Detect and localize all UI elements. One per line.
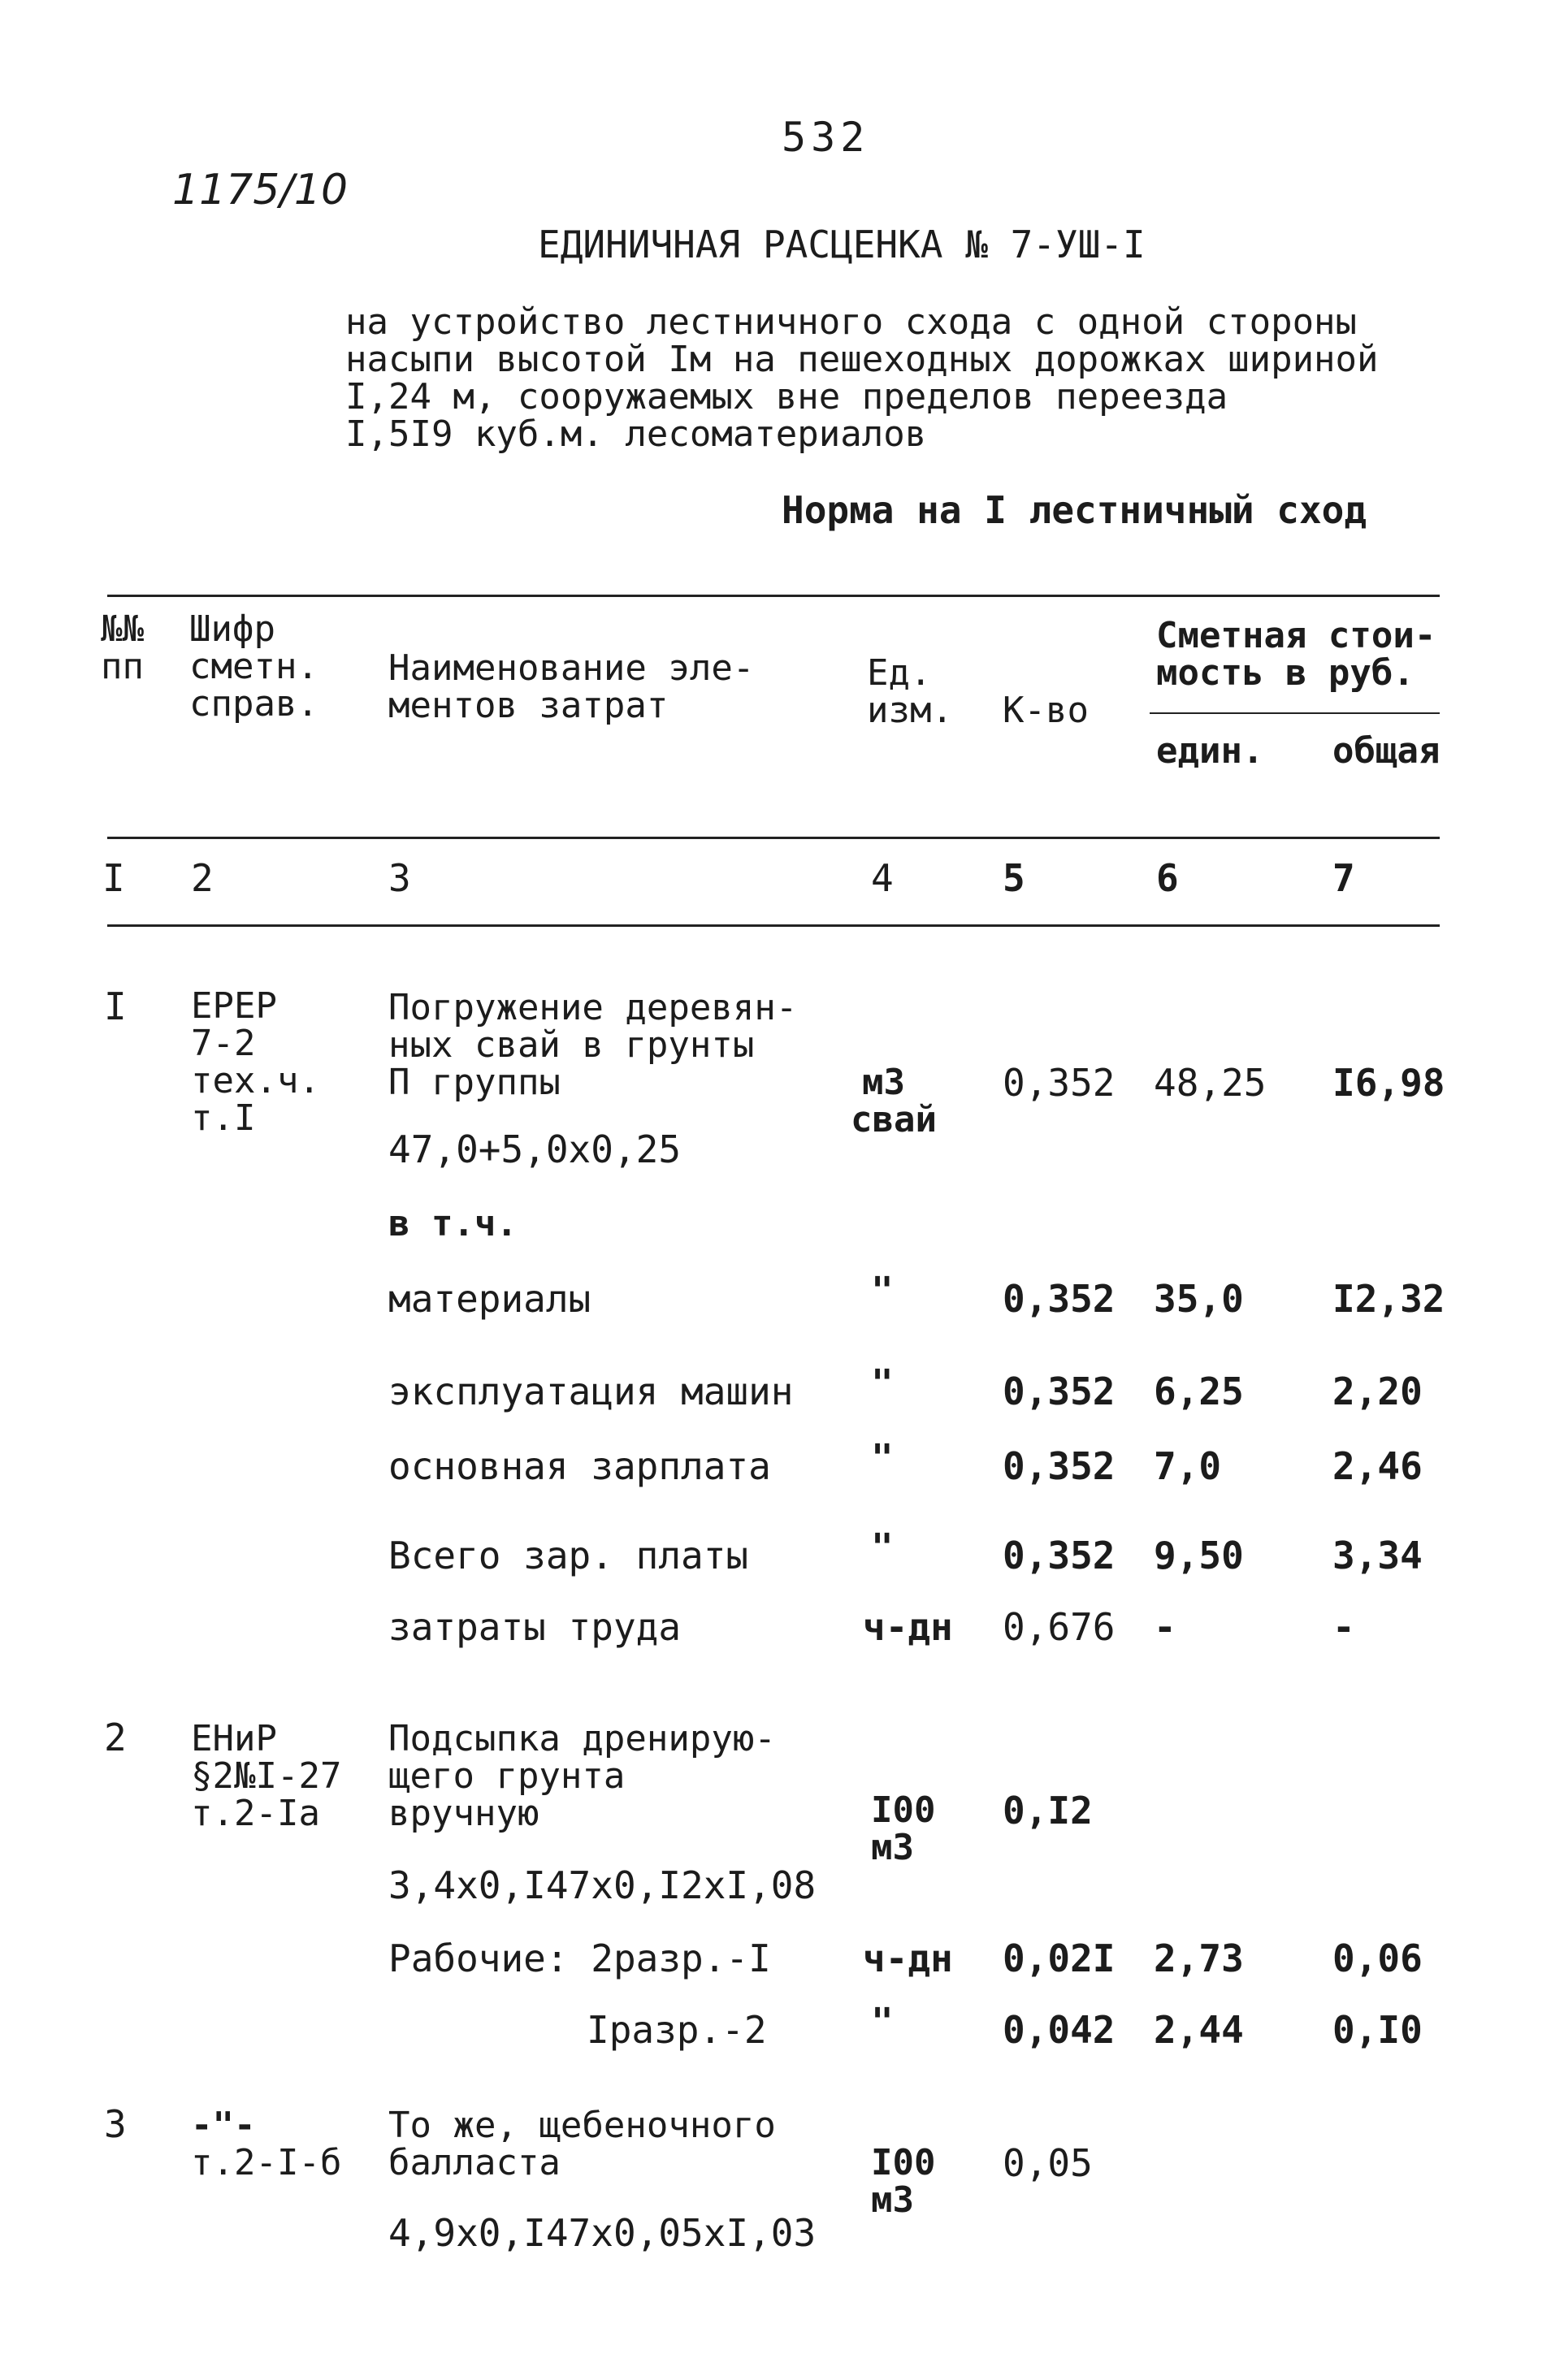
workers-cost-unit: 2,73 xyxy=(1154,1936,1244,1980)
header-qty: К-во xyxy=(1003,690,1089,731)
subrow-cost-total: - xyxy=(1332,1605,1355,1649)
subrow-cost-total: 3,34 xyxy=(1332,1534,1423,1577)
column-number: 5 xyxy=(1003,856,1025,900)
subrow-name: затраты труда xyxy=(388,1605,682,1649)
header-num: №№ пп xyxy=(101,608,144,687)
handwritten-code: 1175/10 xyxy=(172,166,349,214)
column-number: 2 xyxy=(191,856,214,900)
row-name: То же, щебеночного балласта xyxy=(388,2105,776,2183)
row-formula: 3,4х0,I47х0,I2хI,08 xyxy=(388,1863,817,1907)
subrow-unit: " xyxy=(871,1269,894,1313)
subrow-name: Всего зар. платы xyxy=(388,1534,749,1577)
subrow-qty: 0,676 xyxy=(1003,1605,1116,1649)
subrow-name: эксплуатация машин xyxy=(388,1370,794,1413)
row-code: ЕНиР §2№I-27 т.2-Iа xyxy=(191,1718,342,1834)
column-numbers-rule xyxy=(107,924,1440,927)
workers-unit: ч-дн xyxy=(863,1936,953,1980)
subrow-name: основная зарплата xyxy=(388,1444,771,1488)
row-unit: I00 м3 xyxy=(871,1789,936,1868)
row-qty: 0,352 xyxy=(1003,1061,1116,1105)
subrow-qty: 0,352 xyxy=(1003,1534,1116,1577)
subrow-unit: ч-дн xyxy=(863,1605,953,1649)
row-qty: 0,05 xyxy=(1003,2141,1093,2185)
subrow-cost-unit: - xyxy=(1154,1605,1176,1649)
description-line: I,5I9 куб.м. лесоматериалов xyxy=(345,413,927,455)
workers2-cost-total: 0,I0 xyxy=(1332,2008,1423,2052)
row-unit: м3 свай xyxy=(851,1062,937,1140)
subrow-unit: " xyxy=(871,1361,894,1405)
description-line: насыпи высотой Iм на пешеходных дорожках шириной xyxy=(345,339,1379,380)
subrow-cost-total: 2,46 xyxy=(1332,1444,1423,1488)
column-number: 3 xyxy=(388,856,411,900)
row-cost-total: I6,98 xyxy=(1332,1061,1445,1105)
including-label: в т.ч. xyxy=(388,1203,518,1244)
workers2-cost-unit: 2,44 xyxy=(1154,2008,1244,2052)
subrow-qty: 0,352 xyxy=(1003,1444,1116,1488)
subrow-name: материалы xyxy=(388,1277,591,1321)
description-block xyxy=(345,301,1379,455)
header-name: Наименование эле- ментов затрат xyxy=(388,647,755,726)
subrow-cost-unit: 6,25 xyxy=(1154,1370,1244,1413)
row-number: I xyxy=(104,984,127,1028)
subrow-cost-unit: 7,0 xyxy=(1154,1444,1222,1488)
column-number: 4 xyxy=(871,856,894,900)
description-line: I,24 м, сооружаемых вне пределов переезда xyxy=(345,376,1228,418)
table-top-rule xyxy=(107,595,1440,597)
subrow-cost-unit: 35,0 xyxy=(1154,1277,1244,1321)
workers-cost-total: 0,06 xyxy=(1332,1936,1423,1980)
row-name: Погружение деревян- ных свай в грунты П группы xyxy=(388,987,798,1103)
workers-label: Рабочие: 2разр.-I xyxy=(388,1936,771,1980)
row-unit: I00 м3 xyxy=(871,2142,936,2221)
subrow-qty: 0,352 xyxy=(1003,1277,1116,1321)
header-unit: Ед. изм. xyxy=(867,652,953,731)
subrow-unit: " xyxy=(871,1525,894,1569)
page-number: 532 xyxy=(782,114,870,161)
header-cost-unit: един. xyxy=(1156,730,1264,772)
row-formula: 47,0+5,0х0,25 xyxy=(388,1127,682,1171)
row-number: 3 xyxy=(104,2102,127,2146)
document-title: ЕДИНИЧНАЯ РАСЦЕНКА № 7-УШ-I xyxy=(538,223,1146,266)
description-line: на устройство лестничного схода с одной стороны xyxy=(345,301,1358,343)
row-name: Подсыпка дренирую- щего грунта вручную xyxy=(388,1718,776,1834)
row-cost-unit: 48,25 xyxy=(1154,1061,1267,1105)
column-number: 6 xyxy=(1156,856,1179,900)
row-code: -"- т.2-I-б xyxy=(191,2105,342,2183)
header-bottom-rule xyxy=(107,837,1440,839)
subrow-cost-total: I2,32 xyxy=(1332,1277,1445,1321)
cost-subheader-rule xyxy=(1150,712,1440,714)
subrow-qty: 0,352 xyxy=(1003,1370,1116,1413)
header-code: Шифр сметн. справ. xyxy=(189,608,318,725)
workers2-qty: 0,042 xyxy=(1003,2008,1116,2052)
workers-qty: 0,02I xyxy=(1003,1936,1116,1980)
subrow-cost-total: 2,20 xyxy=(1332,1370,1423,1413)
norm-label: Норма на I лестничный сход xyxy=(782,488,1367,532)
workers2-unit: " xyxy=(871,2000,894,2044)
row-code: ЕРЕР 7-2 тех.ч. т.I xyxy=(191,985,320,1139)
subrow-unit: " xyxy=(871,1436,894,1480)
header-cost-total: общая xyxy=(1332,730,1441,772)
header-cost: Сметная стои- мость в руб. xyxy=(1156,615,1436,694)
subrow-cost-unit: 9,50 xyxy=(1154,1534,1244,1577)
row-qty: 0,I2 xyxy=(1003,1789,1093,1833)
workers2-label: Iразр.-2 xyxy=(587,2008,767,2052)
column-number: I xyxy=(102,856,125,900)
row-number: 2 xyxy=(104,1716,127,1759)
column-number: 7 xyxy=(1332,856,1355,900)
row-formula: 4,9х0,I47х0,05хI,03 xyxy=(388,2211,817,2255)
